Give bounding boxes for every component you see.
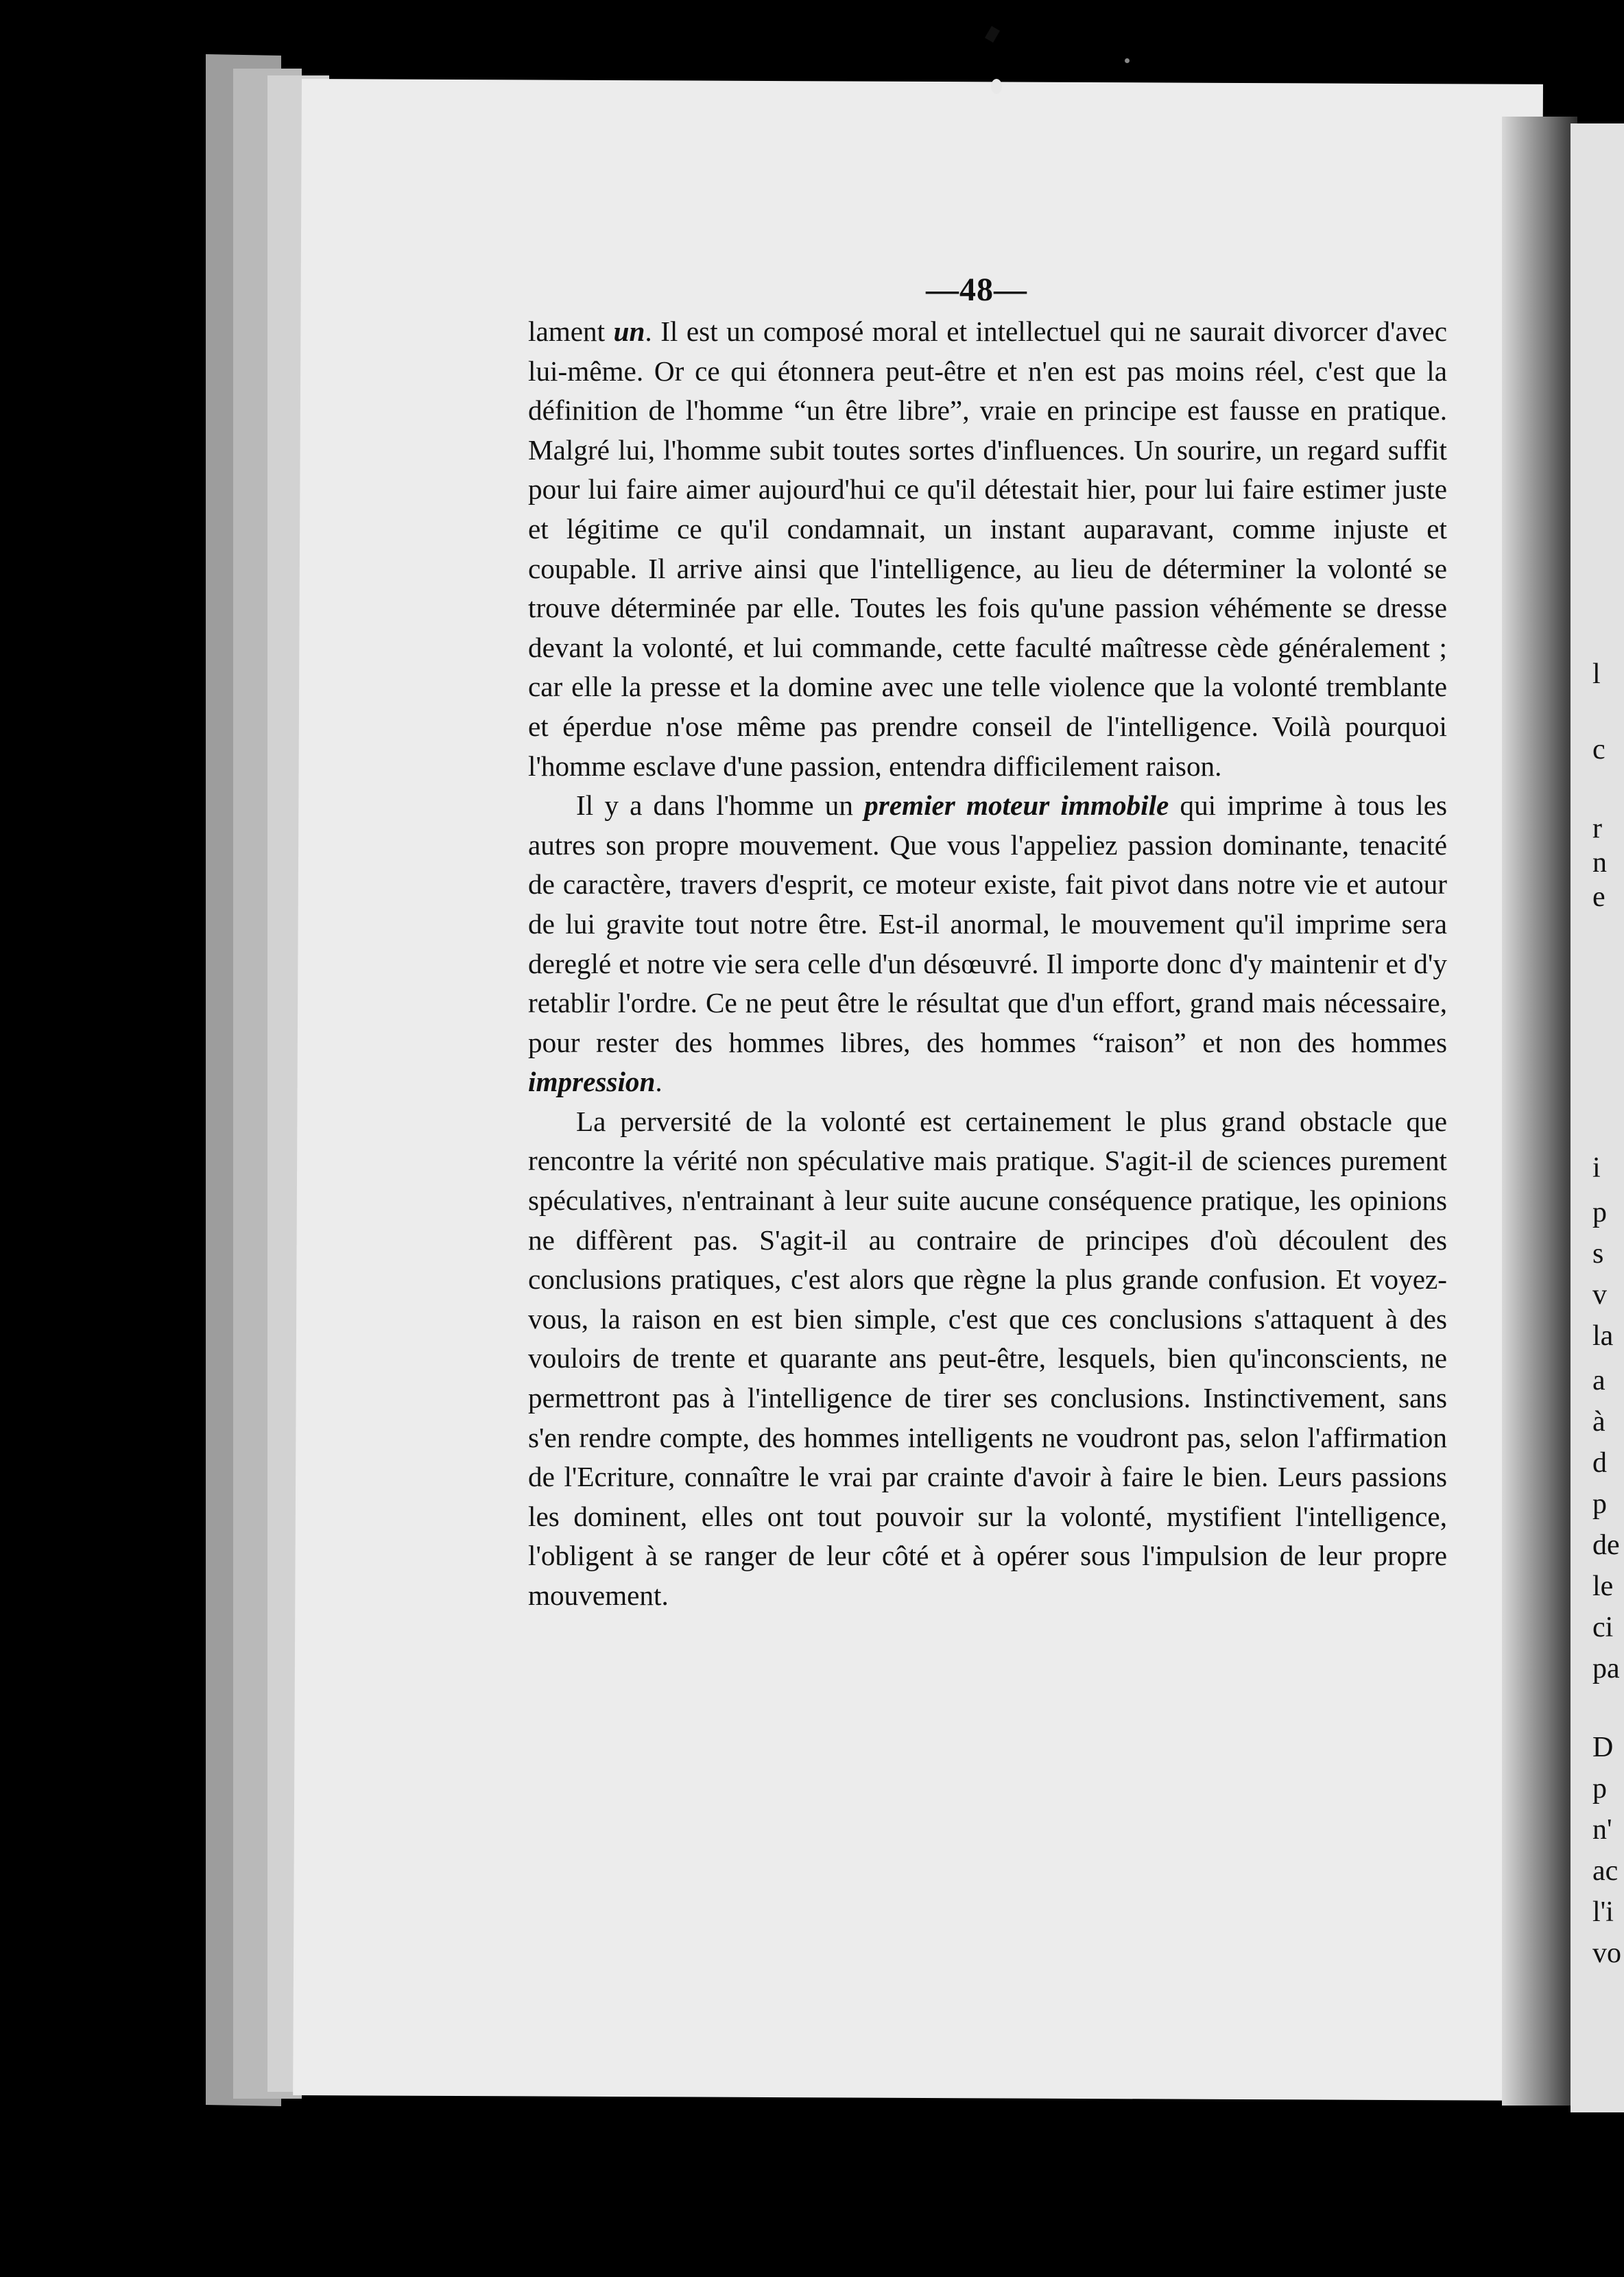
facing-page-fragment: la	[1592, 1320, 1614, 1352]
facing-page-fragment: ac	[1592, 1855, 1619, 1887]
facing-page-fragment: c	[1592, 734, 1605, 765]
italic-text: impression	[528, 1066, 656, 1098]
text-run: .	[655, 1066, 662, 1098]
facing-page-fragment: de	[1592, 1529, 1620, 1561]
speck	[991, 79, 1002, 94]
facing-page-fragment: s	[1592, 1238, 1604, 1269]
speck	[1125, 58, 1130, 63]
italic-text: un	[613, 315, 645, 347]
facing-page-fragment: d	[1592, 1447, 1607, 1479]
facing-page-fragment: v	[1592, 1279, 1607, 1311]
book-gutter	[1502, 117, 1577, 2106]
paragraph	[528, 786, 1447, 1102]
speck	[985, 26, 1000, 43]
facing-page-fragment: ci	[1592, 1612, 1614, 1643]
facing-page-fragment: vo	[1592, 1938, 1621, 1969]
paragraph	[528, 1102, 1447, 1616]
text-run: lament	[528, 315, 614, 347]
facing-page-fragment: p	[1592, 1197, 1607, 1228]
facing-page-fragment: r	[1592, 813, 1602, 844]
facing-page-fragment: n	[1592, 847, 1607, 879]
text-run: qui imprime à tous les autres son propre mouvement. Que vous l'appeliez passion dominante, tenacité de caractère, travers d'esprit, ce moteur existe, fait pivot dans notre vie et autour de lui gravite tout notre être. Est-il anormal, le mouvement qu'il imprime sera dereglé et notre vie sera celle d'un désœuvré. Il importe donc d'y maintenir et d'y retablir l'ordre. Ce ne peut être le résultat que d'un effort, grand mais nécessaire, pour rester des hommes libres, des hommes “raison” et non des hommes	[528, 789, 1448, 1058]
facing-page-fragment: D	[1592, 1732, 1614, 1763]
text-run: . Il est un composé moral et intellectuel qui ne saurait divorcer d'avec lui-même. Or ce qui étonnera peut-être et n'en est pas moins réel, c'est que la définition de l'homme “un être libre”, vraie en principe est fausse en pratique. Malgré lui, l'homme subit toutes sortes d'influences. Un sourire, un regard suffit pour lui faire aimer aujourd'hui ce qu'il détestait hier, pour lui faire estimer juste et légitime ce qu'il condamnait, un instant auparavant, comme injuste et coupable. Il arrive ainsi que l'intelligence, au lieu de déterminer la volonté se trouve déterminée par elle. Toutes les fois qu'une passion véhémente se dresse devant la volonté, et lui commande, cette faculté maîtresse cède généralement ; car elle la presse et la domine avec une telle violence que la volonté tremblante et éperdue n'ose même pas prendre conseil de l'intelligence. Voilà pourquoi l'homme esclave d'une passion, entendra difficilement raison.	[528, 315, 1447, 782]
facing-page-fragment: a	[1592, 1365, 1605, 1396]
text-run: La perversité de la volonté est certainement le plus grand obstacle que rencontre la vérité non spéculative mais pratique. S'agit-il de sciences purement spéculatives, n'entrainant à leur suite aucune conséquence pratique, les opinions ne diffèrent pas. S'agit-il au contraire de principes d'où découlent des conclusions pratiques, c'est alors que règne la plus grande confusion. Et voyez-vous, la raison en est bien simple, c'est que ces conclusions s'attaquent à des vouloirs de trente et quarante ans peut-être, lesquels, bien qu'inconscients, ne permettront pas à l'intelligence de tirer ses conclusions. Instinctivement, sans s'en rendre compte, des hommes intelligents ne voudront pas, selon l'affirmation de l'Ecriture, connaître le vrai par crainte d'avoir à faire le bien. Leurs passions les dominent, elles ont tout pouvoir sur la volonté, mystifient l'intelligence, l'obligent à se ranger de leur côté et à opérer sous l'impulsion de leur propre mouvement.	[528, 1105, 1447, 1611]
facing-page-fragment: n'	[1592, 1814, 1612, 1846]
facing-page-fragment: p	[1592, 1488, 1607, 1520]
facing-page-fragment: à	[1592, 1406, 1605, 1438]
facing-page-fragment: le	[1592, 1571, 1614, 1602]
facing-page-fragment: pa	[1592, 1653, 1620, 1684]
italic-text: premier moteur immobile	[864, 789, 1169, 822]
facing-page-fragment: l	[1592, 658, 1601, 690]
body-text	[528, 312, 1447, 1616]
facing-page-fragment: i	[1592, 1152, 1601, 1184]
facing-page-fragment: l'i	[1592, 1896, 1614, 1928]
text-run: Il y a dans l'homme un	[576, 789, 865, 822]
paragraph	[528, 312, 1447, 786]
facing-page-fragment: p	[1592, 1773, 1607, 1804]
facing-page-fragment: e	[1592, 881, 1605, 913]
page-number: —48—	[926, 272, 1027, 308]
